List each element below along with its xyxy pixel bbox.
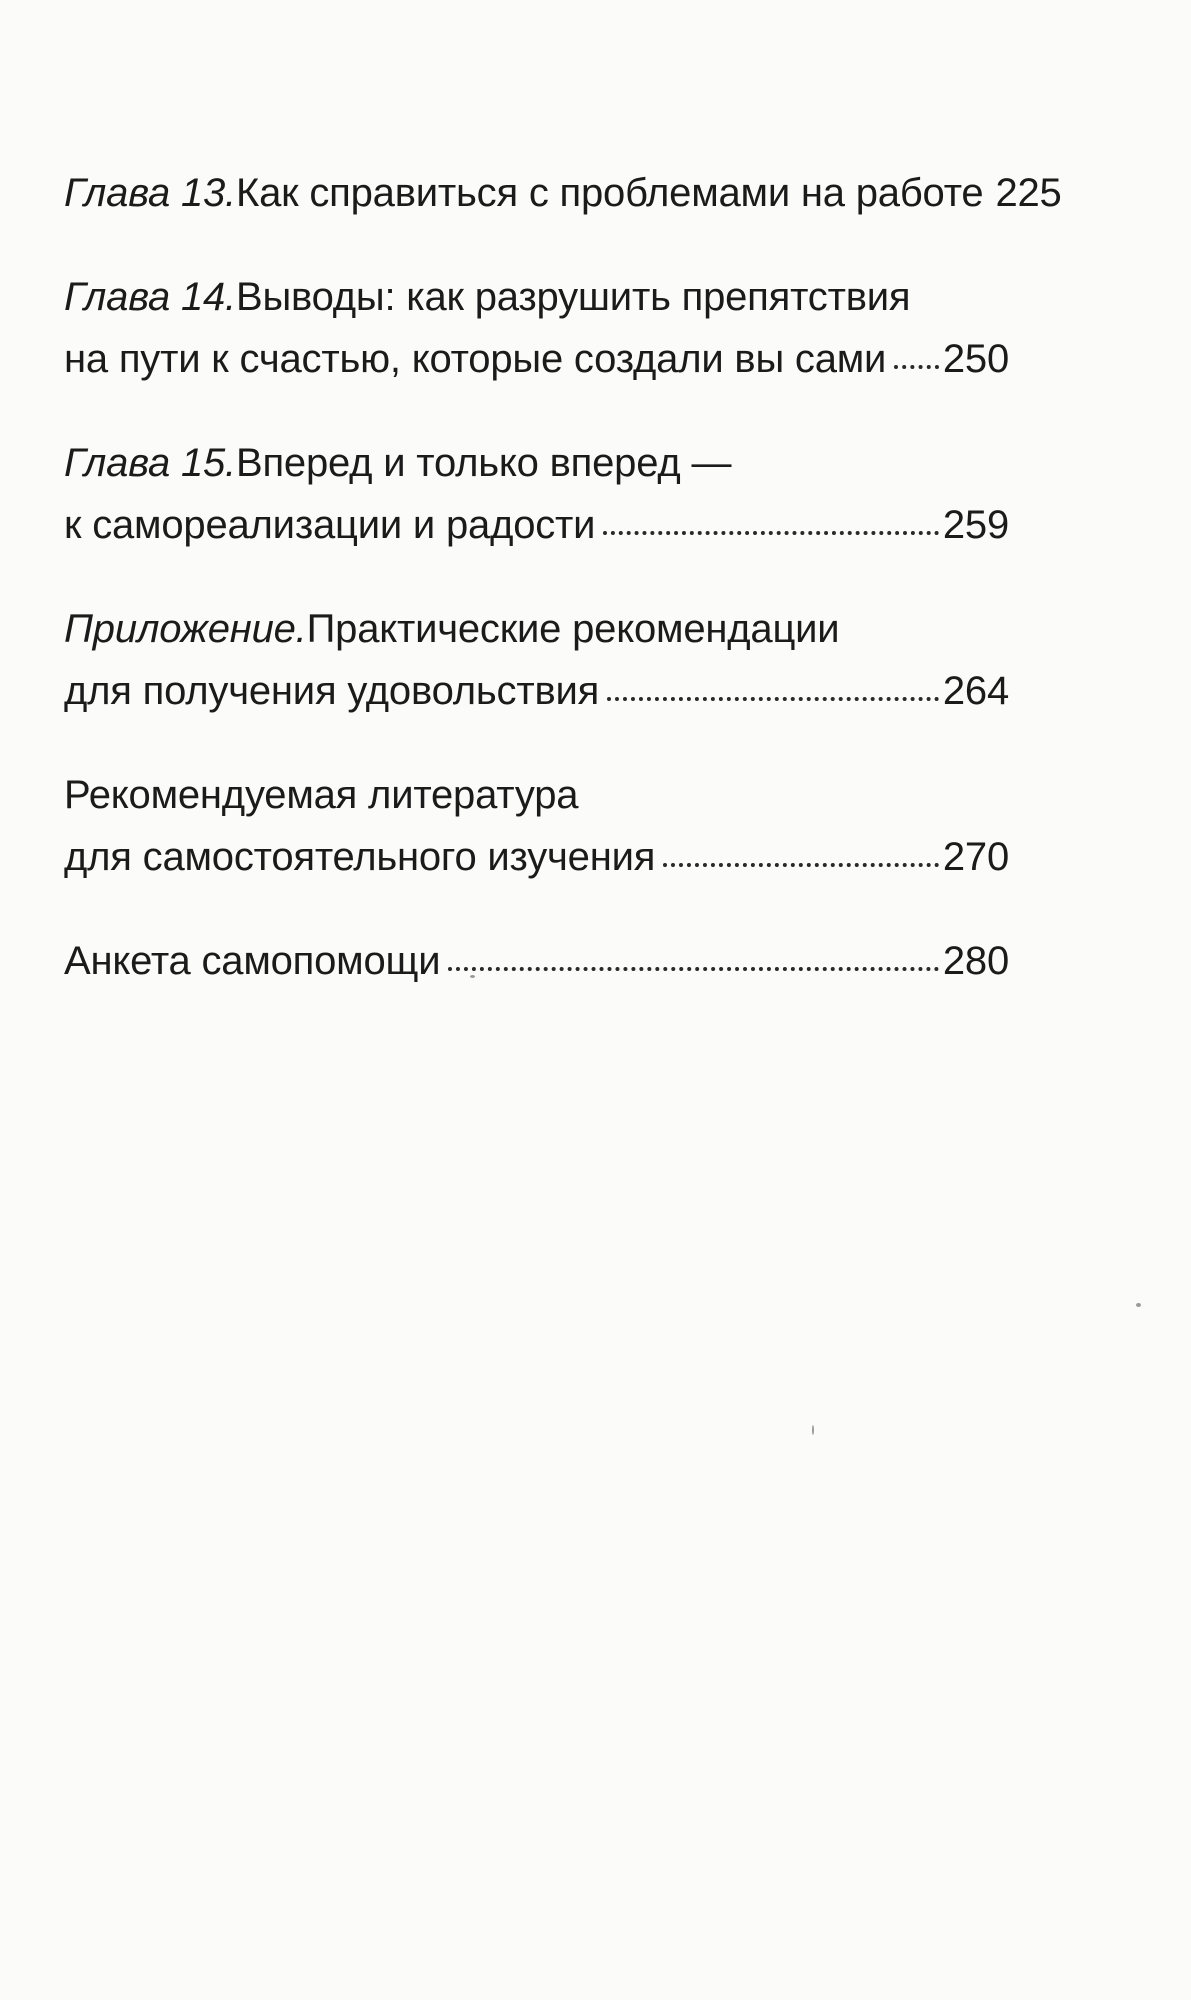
toc-line bbox=[64, 930, 1009, 992]
toc-entry-title: Рекомендуемая литература bbox=[64, 773, 579, 817]
toc-line bbox=[64, 432, 1009, 494]
toc-page-number: 250 bbox=[942, 337, 1009, 381]
dot-leader bbox=[663, 863, 939, 867]
toc-entry-title: Как справиться с проблемами на работе bbox=[235, 171, 984, 215]
toc-page-number: 270 bbox=[942, 835, 1009, 879]
toc-entry-title-continued: для получения удовольствия bbox=[64, 669, 600, 713]
toc-chapter-label: Глава 13. bbox=[64, 171, 236, 215]
toc-page-number: 225 bbox=[995, 171, 1062, 215]
toc-entry-chapter-13 bbox=[64, 162, 1062, 224]
toc-entry-title: Вперед и только вперед — bbox=[235, 441, 732, 485]
toc-line bbox=[64, 162, 1062, 224]
toc-entry-title-continued: к самореализации и радости bbox=[64, 503, 596, 547]
toc-chapter-label: Глава 14. bbox=[64, 275, 236, 319]
toc-entry-self-help-questionnaire bbox=[64, 930, 1009, 992]
paper-speck bbox=[1136, 1303, 1141, 1307]
toc-entry-title: Выводы: как разрушить препятствия bbox=[235, 275, 911, 319]
toc-line bbox=[64, 266, 1009, 328]
dot-leader bbox=[607, 697, 939, 701]
toc-chapter-label: Приложение. bbox=[64, 607, 307, 651]
toc-entry-recommended-reading bbox=[64, 764, 1009, 888]
dot-leader bbox=[894, 365, 939, 369]
toc-entry-chapter-15 bbox=[64, 432, 1009, 556]
paper-speck bbox=[470, 975, 475, 978]
toc-chapter-label: Глава 15. bbox=[64, 441, 236, 485]
toc-page-number: 259 bbox=[942, 503, 1009, 547]
toc-line bbox=[64, 598, 1009, 660]
toc-line bbox=[64, 328, 1009, 390]
paper-speck bbox=[812, 1425, 814, 1435]
toc-line bbox=[64, 494, 1009, 556]
dot-leader bbox=[603, 531, 939, 535]
toc-entry-title-continued: на пути к счастью, которые создали вы сами bbox=[64, 337, 887, 381]
toc-entry-title: Практические рекомендации bbox=[306, 607, 840, 651]
table-of-contents bbox=[64, 162, 1062, 1034]
toc-entry-appendix bbox=[64, 598, 1009, 722]
toc-entry-chapter-14 bbox=[64, 266, 1009, 390]
toc-line bbox=[64, 826, 1009, 888]
toc-page-number: 280 bbox=[942, 939, 1009, 983]
toc-page-number: 264 bbox=[942, 669, 1009, 713]
dot-leader bbox=[448, 967, 938, 971]
toc-entry-title: Анкета самопомощи bbox=[64, 939, 441, 983]
toc-line bbox=[64, 660, 1009, 722]
toc-entry-title-continued: для самостоятельного изучения bbox=[64, 835, 656, 879]
toc-line bbox=[64, 764, 1009, 826]
